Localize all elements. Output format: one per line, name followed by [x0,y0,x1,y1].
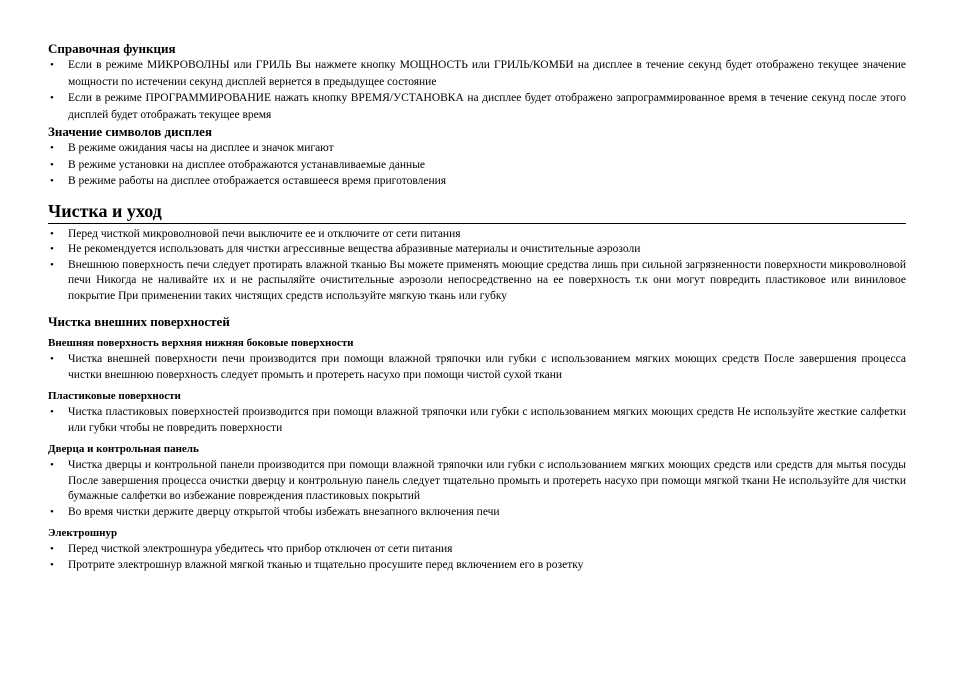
bullet-icon: • [50,353,54,365]
bullet-icon: • [50,243,54,255]
list-item: • Внешнюю поверхность печи следует протирать влажной тканью Вы можете применять моющие средства лишь при сильной загрязненности поверхности микроволновой печи Никогда не наливайте их и не распыляйте очистительные аэрозоли непосредственно на ее поверхность т.к они могут повредить пластиковое или виниловое покрытие При применении таких чистящих средств используйте мягкую ткань или губку [50,258,906,302]
list-item: • Чистка внешней поверхности печи производится при помощи влажной тряпочки или губки с использованием мягких моющих средств После завершения процесса чистки внешнюю поверхность следует промыть и протереть насухо при помощи чистой сухой ткани [50,353,906,381]
display-symbols-heading: Значение символов дисплея [48,124,212,139]
outer-surface-heading: Внешняя поверхность верхняя нижняя боковые поверхности [48,337,354,349]
display-symbols-list [48,140,906,190]
list-item: • В режиме ожидания часы на дисплее и значок мигают [48,140,906,157]
cord-heading: Электрошнур [48,527,118,539]
list-item: • Чистка дверцы и контрольной панели производится при помощи влажной тряпочки или губки с использованием мягких моющих средств или средств для мытья посуды После завершения процесса очистки дверцу и контрольную панель следует тщательно промыть и протереть насухо при помощи мягкой ткани Не используйте для чистки бумажные салфетки во избежание повреждения пластиковых покрытий [50,459,906,502]
manual-page [48,40,906,573]
reference-list [48,57,906,123]
bullet-icon: • [50,92,54,104]
list-item: • Во время чистки держите дверцу открытой чтобы избежать внезапного включения печи [48,505,906,521]
bullet-icon: • [50,459,54,471]
bullet-icon: • [50,406,54,418]
list-item: • Не рекомендуется использовать для чистки агрессивные вещества абразивные материалы и очистительные аэрозоли [48,242,906,258]
bullet-icon: • [50,227,54,240]
outer-surface-list [48,352,906,383]
cord-list [48,542,906,573]
exterior-heading: Чистка внешних поверхностей [48,314,230,329]
list-item: • Протрите электрошнур влажной мягкой тканью и тщательно просушите перед включением его в розетку [48,558,906,574]
list-item: • Чистка пластиковых поверхностей производится при помощи влажной тряпочки или губки с использованием мягких моющих средств Не используйте жесткие салфетки или губки чтобы не повредить поверхности [50,406,906,434]
list-item: • Если в режиме МИКРОВОЛНЫ или ГРИЛЬ Вы нажмете кнопку МОЩНОСТЬ или ГРИЛЬ/КОМБИ на дисплее в течение секунд будет отображено текущее значение мощности по истечении секунд дисплей вернется в предыдущее состояние [50,59,906,88]
bullet-icon: • [50,59,54,71]
bullet-icon: • [50,505,54,518]
list-item: • Если в режиме ПРОГРАММИРОВАНИЕ нажать кнопку ВРЕМЯ/УСТАНОВКА на дисплее будет отображено запрограммированное время в течение секунд после этого дисплей будет отображать текущее время [50,92,906,121]
bullet-icon: • [50,543,54,555]
door-panel-heading: Дверца и контрольная панель [48,443,199,455]
bullet-icon: • [50,558,54,571]
list-item: • Перед чисткой электрошнура убедитесь что прибор отключен от сети питания [48,542,906,558]
bullet-icon: • [50,175,54,187]
reference-heading: Справочная функция [48,41,176,56]
list-item: • В режиме установки на дисплее отображаются устанавливаемые данные [48,157,906,174]
bullet-icon: • [50,158,54,171]
list-item: • В режиме работы на дисплее отображается оставшееся время приготовления [48,173,906,190]
cleaning-heading: Чистка и уход [48,200,906,224]
door-panel-list [48,458,906,520]
plastic-surface-list [48,405,906,436]
bullet-icon: • [50,142,54,154]
cleaning-list [48,227,906,305]
plastic-surface-heading: Пластиковые поверхности [48,390,181,402]
list-item: • Перед чисткой микроволновой печи выключите ее и отключите от сети питания [48,227,906,243]
bullet-icon: • [50,258,54,271]
